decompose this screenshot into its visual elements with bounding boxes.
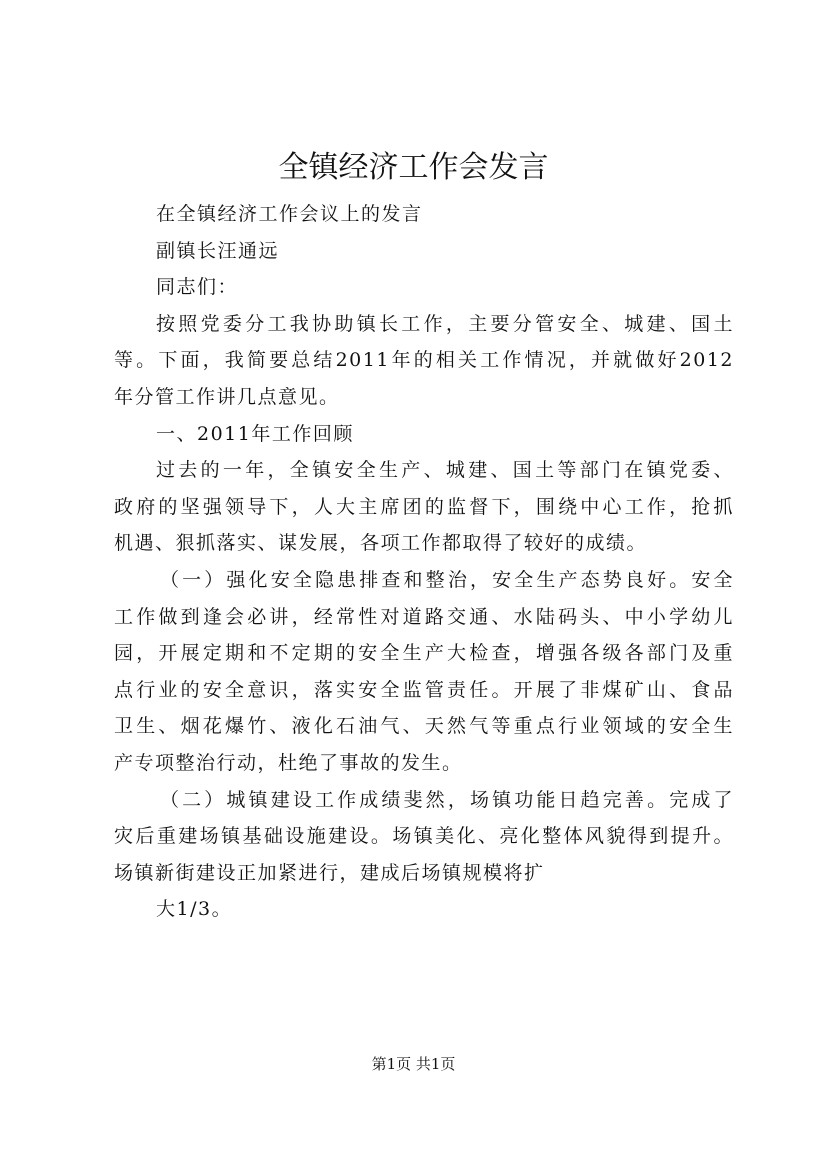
section1-line-3: 机遇、狠抓落实、谋发展，各项工作都取得了较好的成绩。 xyxy=(114,532,648,555)
document-body xyxy=(114,196,734,928)
item2-line-1 xyxy=(114,782,734,819)
item1-line-3 xyxy=(114,635,734,672)
item1-line-2 xyxy=(114,599,734,636)
item1-text-4: 点行业的安全意识，落实安全监管责任。开展了非煤矿山、食品 xyxy=(114,678,734,701)
section1-line-2 xyxy=(114,489,734,526)
item1-line-4 xyxy=(114,672,734,709)
section1-line-1 xyxy=(114,452,734,489)
intro-line-3: 年分管工作讲几点意见。 xyxy=(114,385,340,408)
section1-heading: 一、2011年工作回顾 xyxy=(156,422,354,445)
item2-text-1: （二）城镇建设工作成绩斐然，场镇功能日趋完善。完成了 xyxy=(160,788,734,811)
item2-line-3: 场镇新街建设正加紧进行，建成后场镇规模将扩 xyxy=(114,861,545,884)
section1-text-1: 过去的一年，全镇安全生产、城建、国土等部门在镇党委、 xyxy=(156,459,734,482)
item1-line-1 xyxy=(114,562,734,599)
greeting-line: 同志们： xyxy=(156,276,239,299)
item2-line-2 xyxy=(114,818,734,855)
item1-text-1: （一）强化安全隐患排查和整治，安全生产态势良好。安全 xyxy=(160,568,734,591)
section1-text-2: 政府的坚强领导下，人大主席团的监督下，围绕中心工作，抢抓 xyxy=(114,495,734,518)
tail-line: 大1/3。 xyxy=(156,898,233,921)
item2-text-2: 灾后重建场镇基础设施建设。场镇美化、亮化整体风貌得到提升。 xyxy=(114,825,734,848)
subtitle-line: 在全镇经济工作会议上的发言 xyxy=(156,203,423,225)
page-footer: 第1页 共1页 xyxy=(371,1055,456,1073)
document-title: 全镇经济工作会发言 xyxy=(278,150,549,185)
item1-line-5 xyxy=(114,708,734,745)
item1-line-6: 产专项整治行动，杜绝了事故的发生。 xyxy=(114,751,463,774)
speaker-line: 副镇长汪通远 xyxy=(156,239,280,262)
item1-text-5: 卫生、烟花爆竹、液化石油气、天然气等重点行业领域的安全生 xyxy=(114,715,734,738)
intro-line-1 xyxy=(114,306,734,343)
item1-text-3: 园，开展定期和不定期的安全生产大检查，增强各级各部门及重 xyxy=(114,642,734,665)
intro-line-2 xyxy=(114,342,734,379)
item1-text-2: 工作做到逢会必讲，经常性对道路交通、水陆码头、中小学幼儿 xyxy=(114,605,734,628)
intro-text-1: 按照党委分工我协助镇长工作，主要分管安全、城建、国土 xyxy=(156,312,734,335)
intro-text-2: 等。下面，我简要总结2011年的相关工作情况，并就做好2012 xyxy=(114,349,734,372)
